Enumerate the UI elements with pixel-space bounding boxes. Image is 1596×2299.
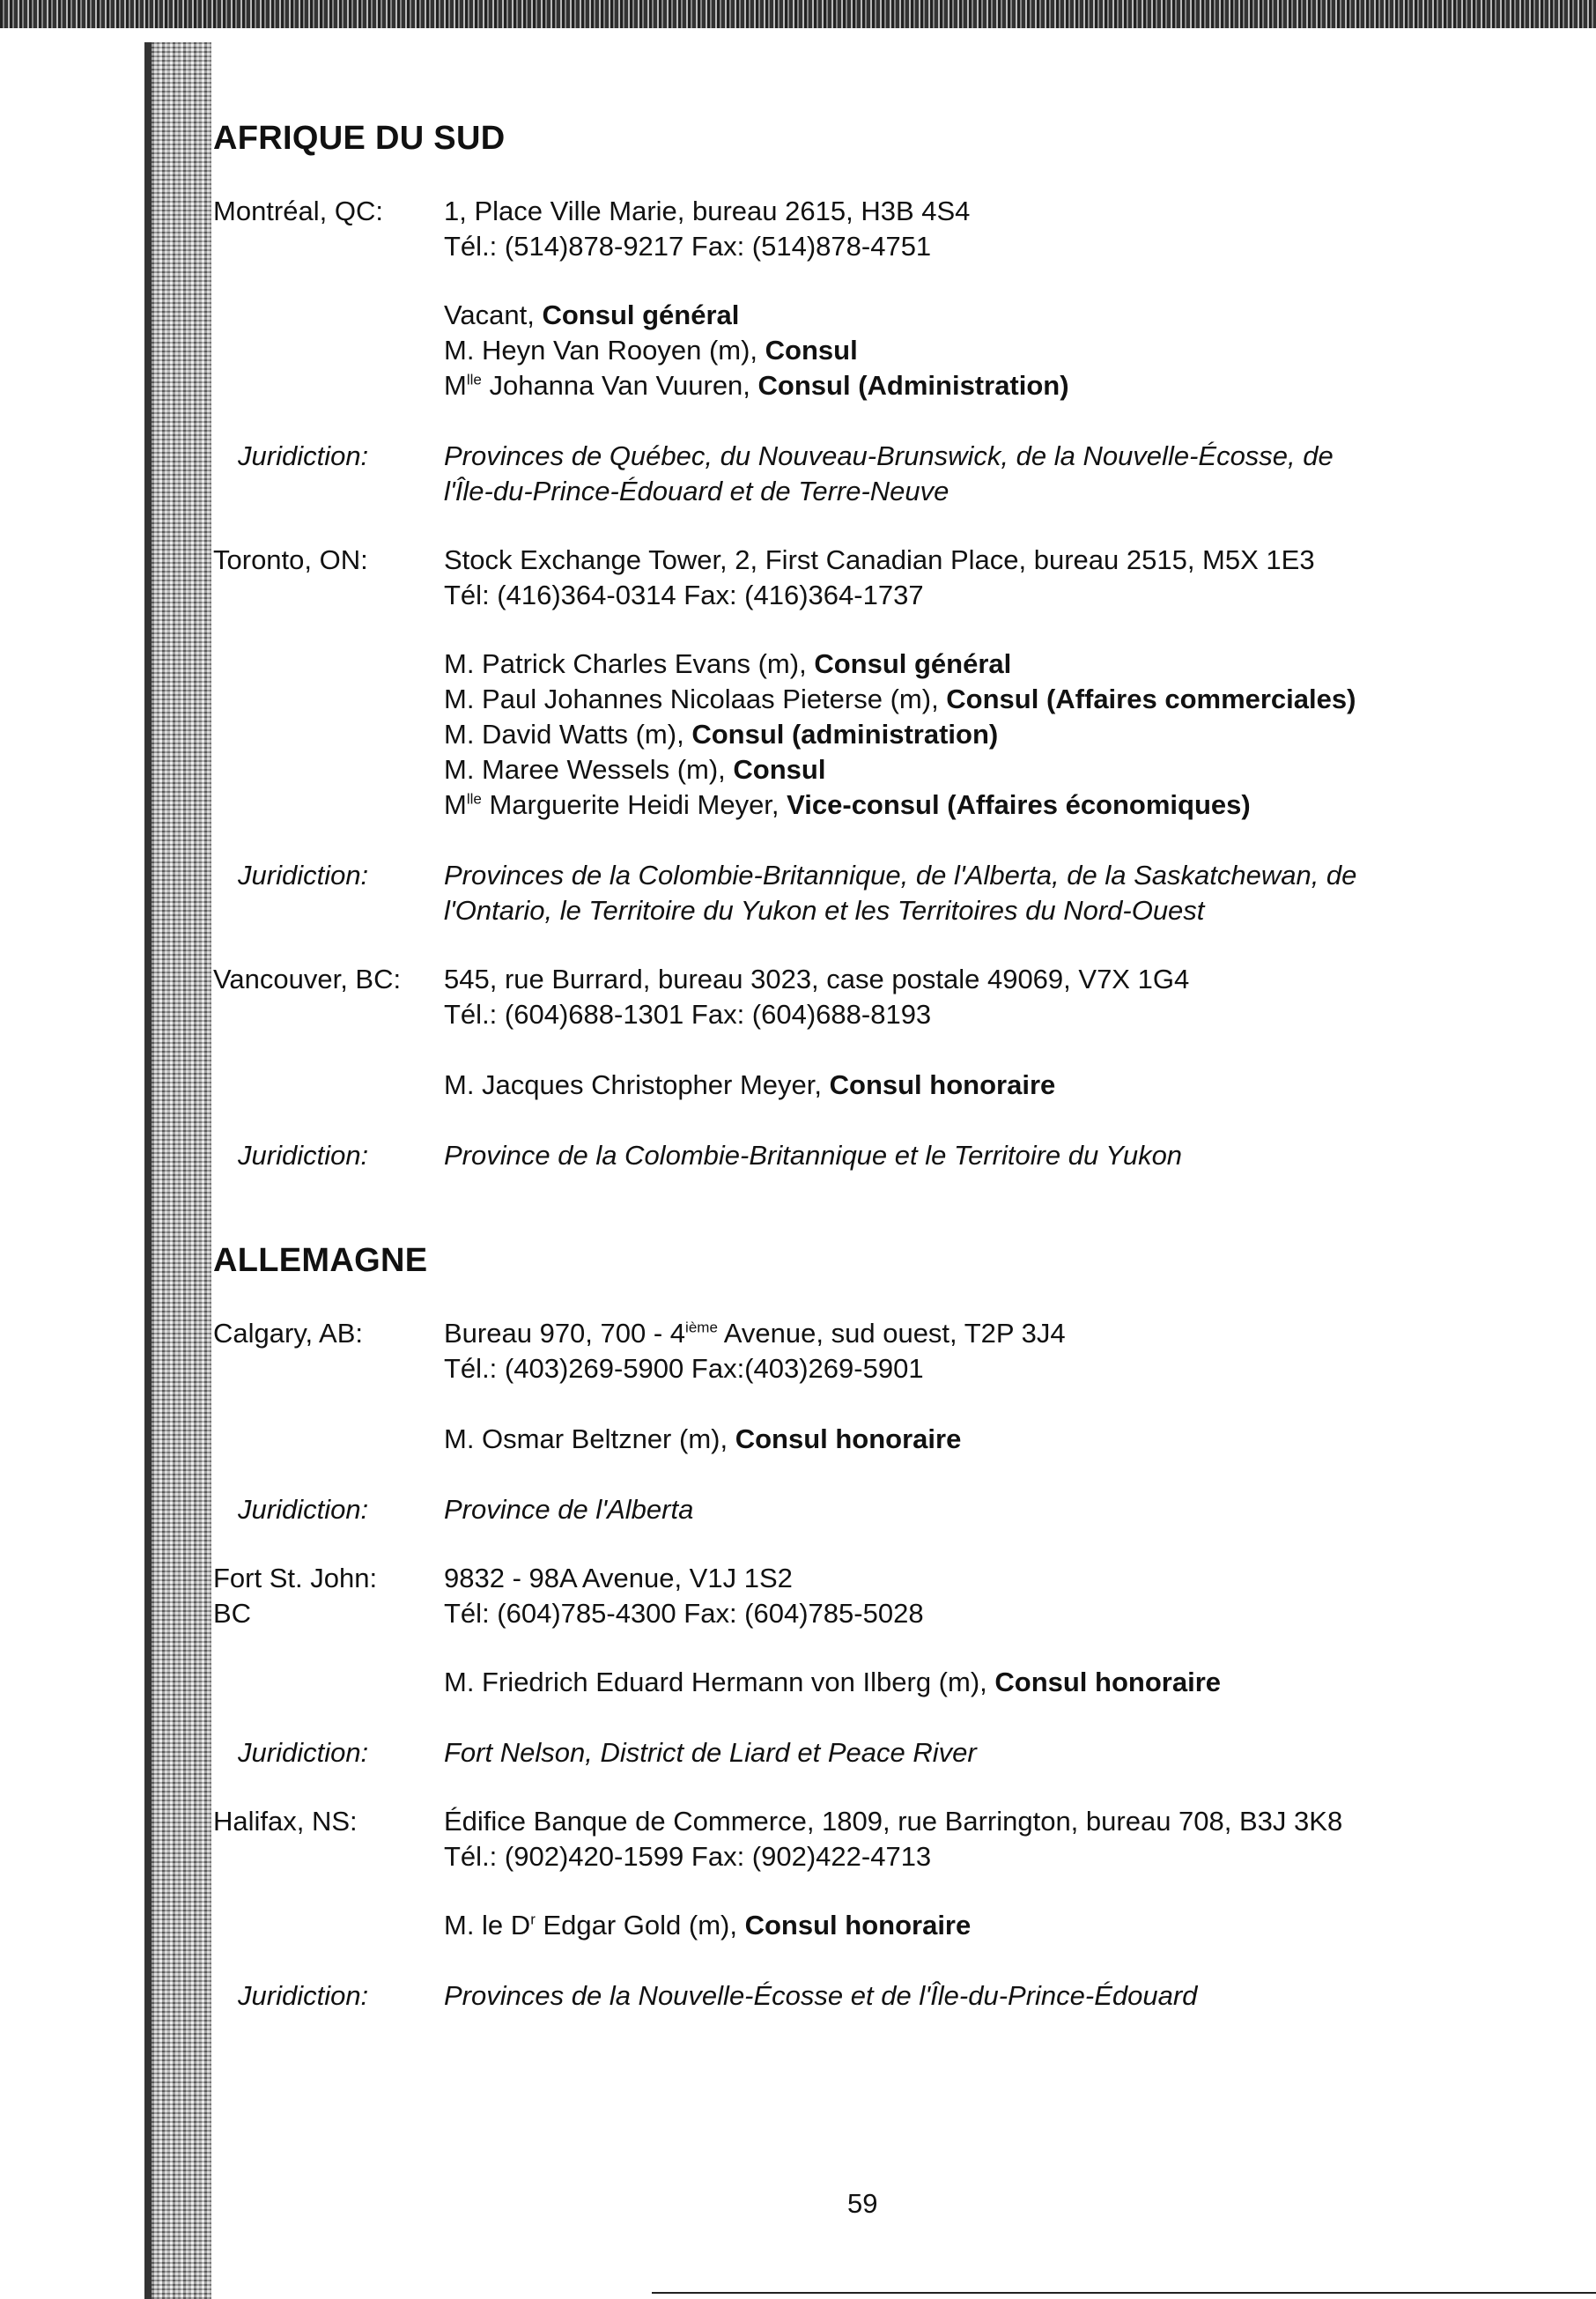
phone-fort-st-john: Tél: (604)785-4300 Fax: (604)785-5028 [444, 1598, 924, 1629]
jurisdiction-montreal-line1: Provinces de Québec, du Nouveau-Brunswick, de la Nouvelle-Écosse, de [444, 440, 1334, 471]
jurisdiction-label-montreal: Juridiction: [238, 440, 369, 471]
jurisdiction-label-halifax: Juridiction: [238, 1980, 369, 2011]
person-calgary-1: M. Osmar Beltzner (m), Consul honoraire [444, 1423, 962, 1454]
person-fort-st-john-1: M. Friedrich Eduard Hermann von Ilberg (m), Consul honoraire [444, 1667, 1222, 1697]
person-toronto-5: $M^{lle}$ Marguerite Heidi Meyer, Vice-consul (Affaires économiques) [444, 789, 1251, 820]
person-toronto-2: M. Paul Johannes Nicolaas Pieterse (m), Consul (Affaires commerciales) [444, 684, 1356, 714]
phone-calgary: Tél.: (403)269-5900 Fax:(403)269-5901 [444, 1353, 924, 1384]
jurisdiction-vancouver-line1: Province de la Colombie-Britannique et le Territoire du Yukon [444, 1140, 1183, 1171]
jurisdiction-toronto-line2: l'Ontario, le Territoire du Yukon et les Territoires du Nord-Ouest [444, 895, 1205, 926]
person-montreal-2: M. Heyn Van Rooyen (m), Consul [444, 335, 858, 366]
phone-halifax: Tél.: (902)420-1599 Fax: (902)422-4713 [444, 1841, 932, 1872]
jurisdiction-label-fort-st-john: Juridiction: [238, 1737, 369, 1768]
person-montreal-3: $M^{lle}$ Johanna Van Vuuren, Consul (Administration) [444, 370, 1069, 401]
jurisdiction-calgary-line1: Province de l'Alberta [444, 1494, 694, 1525]
jurisdiction-label-toronto: Juridiction: [238, 860, 369, 891]
jurisdiction-label-vancouver: Juridiction: [238, 1140, 369, 1171]
page-number: 59 [847, 2188, 878, 2219]
country-heading-allemagne: ALLEMAGNE [213, 1242, 428, 1279]
person-toronto-3: M. David Watts (m), Consul (administration) [444, 719, 999, 750]
address-toronto: Stock Exchange Tower, 2, First Canadian Place, bureau 2515, M5X 1E3 [444, 544, 1315, 575]
location-toronto: Toronto, ON: [213, 544, 368, 575]
location-fort-st-john: Fort St. John: BC [213, 1563, 378, 1629]
person-vancouver-1: M. Jacques Christopher Meyer, Consul honoraire [444, 1069, 1056, 1100]
address-fort-st-john: 9832 - 98A Avenue, V1J 1S2 [444, 1563, 793, 1593]
phone-toronto: Tél: (416)364-0314 Fax: (416)364-1737 [444, 580, 924, 610]
jurisdiction-toronto-line1: Provinces de la Colombie-Britannique, de l'Alberta, de la Saskatchewan, de [444, 860, 1357, 891]
address-calgary: Bureau 970, 700 - 4ième Avenue, sud ouest, T2P 3J4 [444, 1318, 1066, 1349]
jurisdiction-halifax-line1: Provinces de la Nouvelle-Écosse et de l'Île-du-Prince-Édouard [444, 1980, 1198, 2011]
address-vancouver: 545, rue Burrard, bureau 3023, case postale 49069, V7X 1G4 [444, 964, 1190, 994]
country-heading-afrique-du-sud: AFRIQUE DU SUD [213, 120, 506, 157]
person-montreal-1: Vacant, Consul général [444, 299, 740, 330]
jurisdiction-label-calgary: Juridiction: [238, 1494, 369, 1525]
address-halifax: Édifice Banque de Commerce, 1809, rue Barrington, bureau 708, B3J 3K8 [444, 1806, 1343, 1837]
location-vancouver: Vancouver, BC: [213, 964, 402, 994]
phone-montreal: Tél.: (514)878-9217 Fax: (514)878-4751 [444, 231, 932, 262]
location-montreal: Montréal, QC: [213, 196, 383, 226]
address-montreal: 1, Place Ville Marie, bureau 2615, H3B 4S4 [444, 196, 971, 226]
location-halifax: Halifax, NS: [213, 1806, 358, 1837]
person-halifax-1: M. le $D^r$ Edgar Gold (m), Consul honoraire [444, 1910, 972, 1940]
jurisdiction-fort-st-john-line1: Fort Nelson, District de Liard et Peace River [444, 1737, 977, 1768]
location-calgary: Calgary, AB: [213, 1318, 364, 1349]
person-toronto-4: M. Maree Wessels (m), Consul [444, 754, 826, 785]
phone-vancouver: Tél.: (604)688-1301 Fax: (604)688-8193 [444, 999, 932, 1030]
person-toronto-1: M. Patrick Charles Evans (m), Consul général [444, 648, 1012, 679]
jurisdiction-montreal-line2: l'Île-du-Prince-Édouard et de Terre-Neuve [444, 476, 949, 506]
